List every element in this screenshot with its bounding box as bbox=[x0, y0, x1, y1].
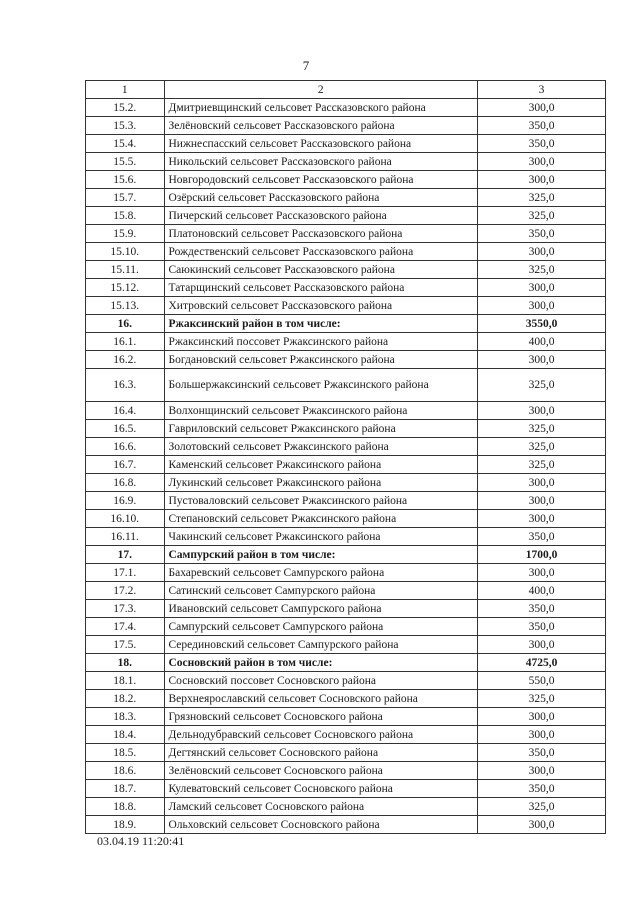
row-name: Чакинский сельсовет Ржаксинского района bbox=[164, 528, 478, 546]
row-value: 325,0 bbox=[478, 456, 606, 474]
table-row bbox=[86, 225, 606, 243]
row-value: 325,0 bbox=[478, 420, 606, 438]
row-name: Новгородовский сельсовет Рассказовского района bbox=[164, 171, 478, 189]
table-row bbox=[86, 117, 606, 135]
row-value: 325,0 bbox=[478, 438, 606, 456]
row-value: 325,0 bbox=[478, 369, 606, 402]
row-number: 15.12. bbox=[86, 279, 165, 297]
table-row bbox=[86, 402, 606, 420]
row-name: Озёрский сельсовет Рассказовского района bbox=[164, 189, 478, 207]
row-number: 15.6. bbox=[86, 171, 165, 189]
allocation-table bbox=[85, 80, 606, 834]
table-row bbox=[86, 816, 606, 834]
row-value: 300,0 bbox=[478, 726, 606, 744]
row-value: 350,0 bbox=[478, 618, 606, 636]
row-number: 16.9. bbox=[86, 492, 165, 510]
row-value: 300,0 bbox=[478, 474, 606, 492]
table-row bbox=[86, 762, 606, 780]
row-name: Степановский сельсовет Ржаксинского района bbox=[164, 510, 478, 528]
row-number: 16.2. bbox=[86, 351, 165, 369]
row-number: 15.2. bbox=[86, 99, 165, 117]
row-name: Лукинский сельсовет Ржаксинского района bbox=[164, 474, 478, 492]
row-number: 15.8. bbox=[86, 207, 165, 225]
row-number: 18. bbox=[86, 654, 165, 672]
row-number: 16. bbox=[86, 315, 165, 333]
table-row bbox=[86, 600, 606, 618]
row-value: 350,0 bbox=[478, 744, 606, 762]
row-name: Ивановский сельсовет Сампурского района bbox=[164, 600, 478, 618]
row-name: Пичерский сельсовет Рассказовского района bbox=[164, 207, 478, 225]
row-name: Сосновский поссовет Сосновского района bbox=[164, 672, 478, 690]
row-value: 300,0 bbox=[478, 816, 606, 834]
row-number: 18.3. bbox=[86, 708, 165, 726]
print-timestamp: 03.04.19 11:20:41 bbox=[97, 834, 185, 848]
row-value: 300,0 bbox=[478, 351, 606, 369]
row-number: 15.9. bbox=[86, 225, 165, 243]
row-number: 15.7. bbox=[86, 189, 165, 207]
row-name: Волхонщинский сельсовет Ржаксинского района bbox=[164, 402, 478, 420]
row-name: Серединовский сельсовет Сампурского района bbox=[164, 636, 478, 654]
row-value: 350,0 bbox=[478, 225, 606, 243]
row-name: Дельнодубравский сельсовет Сосновского района bbox=[164, 726, 478, 744]
row-number: 16.4. bbox=[86, 402, 165, 420]
row-number: 15.10. bbox=[86, 243, 165, 261]
table-row bbox=[86, 510, 606, 528]
row-value: 350,0 bbox=[478, 528, 606, 546]
row-number: 18.8. bbox=[86, 798, 165, 816]
row-name: Платоновский сельсовет Рассказовского района bbox=[164, 225, 478, 243]
row-number: 17.4. bbox=[86, 618, 165, 636]
row-value: 325,0 bbox=[478, 261, 606, 279]
row-number: 18.6. bbox=[86, 762, 165, 780]
row-name: Ржаксинский поссовет Ржаксинского района bbox=[164, 333, 478, 351]
row-number: 17.5. bbox=[86, 636, 165, 654]
table-row bbox=[86, 618, 606, 636]
row-value: 350,0 bbox=[478, 780, 606, 798]
row-name: Золотовский сельсовет Ржаксинского района bbox=[164, 438, 478, 456]
row-number: 16.5. bbox=[86, 420, 165, 438]
row-value: 300,0 bbox=[478, 279, 606, 297]
row-name: Ржаксинский район в том числе: bbox=[164, 315, 478, 333]
row-number: 16.1. bbox=[86, 333, 165, 351]
table-row bbox=[86, 726, 606, 744]
table-row bbox=[86, 207, 606, 225]
row-name: Сампурский район в том числе: bbox=[164, 546, 478, 564]
row-name: Никольский сельсовет Рассказовского района bbox=[164, 153, 478, 171]
row-number: 18.7. bbox=[86, 780, 165, 798]
page-number: 7 bbox=[302, 58, 310, 73]
row-number: 15.4. bbox=[86, 135, 165, 153]
table-row bbox=[86, 243, 606, 261]
row-name: Дмитриевщинский сельсовет Рассказовского района bbox=[164, 99, 478, 117]
row-name: Сампурский сельсовет Сампурского района bbox=[164, 618, 478, 636]
table-row bbox=[86, 528, 606, 546]
header-col-2: 2 bbox=[164, 81, 478, 99]
table-row bbox=[86, 189, 606, 207]
table-row bbox=[86, 438, 606, 456]
table-row bbox=[86, 297, 606, 315]
row-name: Пустоваловский сельсовет Ржаксинского района bbox=[164, 492, 478, 510]
table-row bbox=[86, 492, 606, 510]
row-value: 325,0 bbox=[478, 207, 606, 225]
row-name: Зелёновский сельсовет Сосновского района bbox=[164, 762, 478, 780]
table-row bbox=[86, 672, 606, 690]
district-total-row bbox=[86, 546, 606, 564]
row-value: 300,0 bbox=[478, 636, 606, 654]
row-value: 300,0 bbox=[478, 297, 606, 315]
table-row bbox=[86, 153, 606, 171]
row-value: 4725,0 bbox=[478, 654, 606, 672]
row-number: 17.3. bbox=[86, 600, 165, 618]
row-number: 16.7. bbox=[86, 456, 165, 474]
table-row bbox=[86, 369, 606, 402]
row-value: 300,0 bbox=[478, 510, 606, 528]
row-name: Ламский сельсовет Сосновского района bbox=[164, 798, 478, 816]
row-name: Грязновский сельсовет Сосновского района bbox=[164, 708, 478, 726]
table-row bbox=[86, 261, 606, 279]
row-name: Большержаксинский сельсовет Ржаксинского района bbox=[164, 369, 478, 402]
row-value: 300,0 bbox=[478, 564, 606, 582]
row-name: Хитровский сельсовет Рассказовского района bbox=[164, 297, 478, 315]
row-value: 300,0 bbox=[478, 492, 606, 510]
table-row bbox=[86, 420, 606, 438]
row-value: 300,0 bbox=[478, 99, 606, 117]
row-number: 17.2. bbox=[86, 582, 165, 600]
table-row bbox=[86, 171, 606, 189]
row-value: 325,0 bbox=[478, 189, 606, 207]
row-number: 18.2. bbox=[86, 690, 165, 708]
table-row bbox=[86, 636, 606, 654]
row-value: 300,0 bbox=[478, 243, 606, 261]
row-name: Кулеватовский сельсовет Сосновского района bbox=[164, 780, 478, 798]
table-row bbox=[86, 333, 606, 351]
row-name: Дегтянский сельсовет Сосновского района bbox=[164, 744, 478, 762]
row-number: 18.9. bbox=[86, 816, 165, 834]
row-number: 16.11. bbox=[86, 528, 165, 546]
row-name: Саюкинский сельсовет Рассказовского района bbox=[164, 261, 478, 279]
header-col-3: 3 bbox=[478, 81, 606, 99]
row-name: Каменский сельсовет Ржаксинского района bbox=[164, 456, 478, 474]
row-value: 550,0 bbox=[478, 672, 606, 690]
row-number: 18.5. bbox=[86, 744, 165, 762]
row-value: 350,0 bbox=[478, 135, 606, 153]
row-name: Богдановский сельсовет Ржаксинского района bbox=[164, 351, 478, 369]
row-name: Верхнеярославский сельсовет Сосновского района bbox=[164, 690, 478, 708]
district-total-row bbox=[86, 654, 606, 672]
row-value: 325,0 bbox=[478, 798, 606, 816]
table-row bbox=[86, 474, 606, 492]
table-row bbox=[86, 456, 606, 474]
row-value: 300,0 bbox=[478, 171, 606, 189]
district-total-row bbox=[86, 315, 606, 333]
row-value: 300,0 bbox=[478, 153, 606, 171]
table-header-row bbox=[86, 81, 606, 99]
row-value: 300,0 bbox=[478, 402, 606, 420]
row-number: 16.8. bbox=[86, 474, 165, 492]
row-number: 15.13. bbox=[86, 297, 165, 315]
row-number: 15.3. bbox=[86, 117, 165, 135]
row-value: 300,0 bbox=[478, 708, 606, 726]
row-number: 18.4. bbox=[86, 726, 165, 744]
row-number: 15.5. bbox=[86, 153, 165, 171]
table-row bbox=[86, 564, 606, 582]
row-name: Сосновский район в том числе: bbox=[164, 654, 478, 672]
row-value: 1700,0 bbox=[478, 546, 606, 564]
row-name: Гавриловский сельсовет Ржаксинского района bbox=[164, 420, 478, 438]
row-name: Бахаревский сельсовет Сампурского района bbox=[164, 564, 478, 582]
table-row bbox=[86, 798, 606, 816]
row-value: 350,0 bbox=[478, 600, 606, 618]
row-name: Рождественский сельсовет Рассказовского района bbox=[164, 243, 478, 261]
row-number: 15.11. bbox=[86, 261, 165, 279]
table-row bbox=[86, 99, 606, 117]
row-name: Ольховский сельсовет Сосновского района bbox=[164, 816, 478, 834]
table-row bbox=[86, 708, 606, 726]
row-number: 16.10. bbox=[86, 510, 165, 528]
table-row bbox=[86, 780, 606, 798]
table-row bbox=[86, 582, 606, 600]
row-name: Нижнеспасский сельсовет Рассказовского района bbox=[164, 135, 478, 153]
row-number: 16.3. bbox=[86, 369, 165, 402]
row-value: 400,0 bbox=[478, 582, 606, 600]
row-number: 17. bbox=[86, 546, 165, 564]
table-row bbox=[86, 744, 606, 762]
row-name: Татарщинский сельсовет Рассказовского района bbox=[164, 279, 478, 297]
row-number: 18.1. bbox=[86, 672, 165, 690]
row-number: 17.1. bbox=[86, 564, 165, 582]
row-value: 400,0 bbox=[478, 333, 606, 351]
table-row bbox=[86, 135, 606, 153]
table-row bbox=[86, 279, 606, 297]
row-value: 3550,0 bbox=[478, 315, 606, 333]
row-name: Сатинский сельсовет Сампурского района bbox=[164, 582, 478, 600]
header-col-1: 1 bbox=[86, 81, 165, 99]
row-value: 325,0 bbox=[478, 690, 606, 708]
table-row bbox=[86, 690, 606, 708]
row-name: Зелёновский сельсовет Рассказовского района bbox=[164, 117, 478, 135]
row-value: 350,0 bbox=[478, 117, 606, 135]
row-value: 300,0 bbox=[478, 762, 606, 780]
table-row bbox=[86, 351, 606, 369]
row-number: 16.6. bbox=[86, 438, 165, 456]
